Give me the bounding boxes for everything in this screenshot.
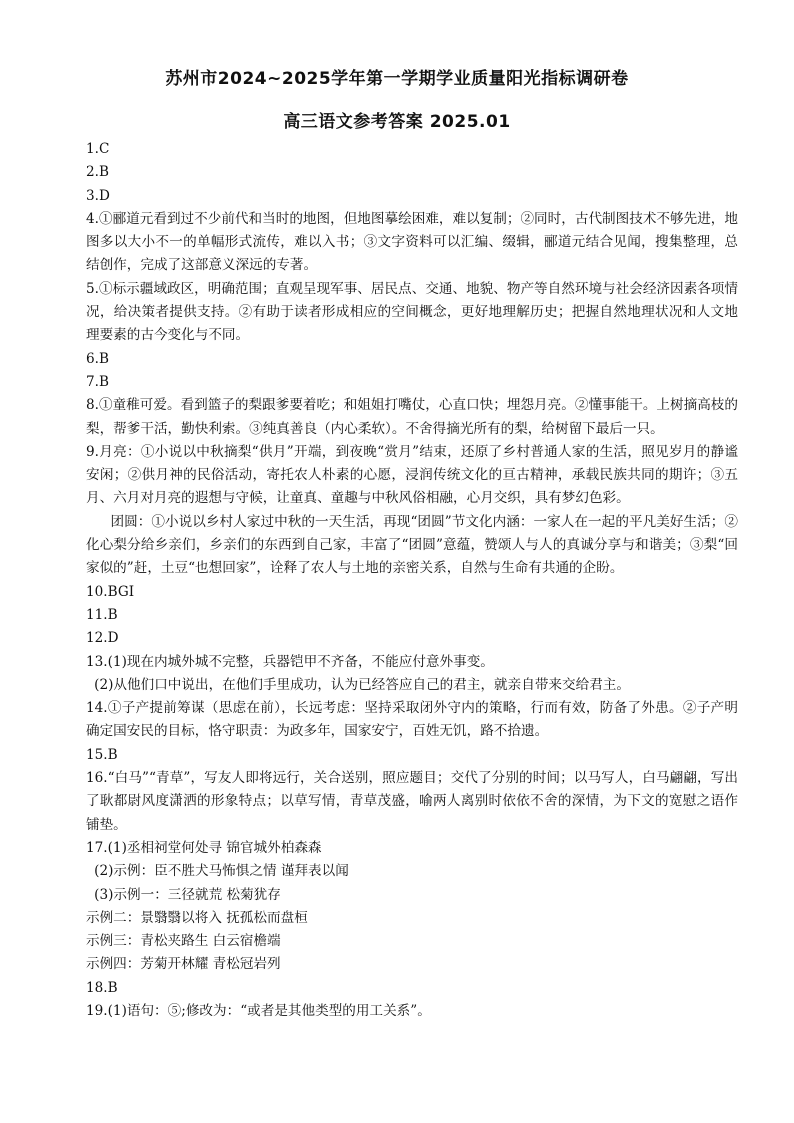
answer-9-moon: 9.月亮：①小说以中秋摘梨“供月”开端，到夜晚“赏月”结束，还原了乡村普通人家的生活，照见岁月的静谧安闲；②供月神的民俗活动，寄托农人朴素的心愿，浸润传统文化的亘古精神，承载民族共同的期许；③五月、六月对月亮的遐想与守候，让童真、童趣与中秋风俗相融，心月交织，具有梦幻色彩。 (86, 443, 738, 507)
answer-3: 3.D (86, 187, 110, 204)
answer-11: 11.B (86, 606, 118, 623)
answer-17-example-4: 示例四：芳菊开林耀 青松冠岩列 (86, 956, 281, 973)
answer-10: 10.BGI (86, 583, 135, 600)
document-subtitle: 高三语文参考答案 2025.01 (283, 112, 511, 132)
answer-12: 12.D (86, 630, 119, 647)
answer-17-example-3: 示例三：青松夹路生 白云宿檐端 (86, 933, 281, 950)
answer-17-1: 17.(1)丞相祠堂何处寻 锦官城外柏森森 (86, 839, 322, 856)
answer-17-example-2: 示例二：景翳翳以将入 抚孤松而盘桓 (86, 909, 308, 926)
answer-14: 14.①子产提前筹谋（思虑在前），长远考虑：坚持采取闭外守内的策略，行而有效，防备了外患。②子产明确定国安民的目标，恪守职责：为政多年，国家安宁，百姓无饥，路不拾遗。 (86, 700, 738, 740)
answer-8: 8.①童稚可爱。看到篮子的梨跟爹要着吃；和姐姐打嘴仗，心直口快；埋怨月亮。②懂事能干。上树摘高枝的梨，帮爹干活，勤快利索。③纯真善良（内心柔软）。不舍得摘光所有的梨，给树留下最后一只。 (86, 397, 738, 437)
answer-19: 19.(1)语句：⑤;修改为：“或者是其他类型的用工关系”。 (86, 1002, 431, 1019)
answer-18: 18.B (86, 979, 118, 996)
document-title: 苏州市2024~2025学年第一学期学业质量阳光指标调研卷 (165, 69, 629, 89)
answer-16: 16.“白马”“青草”，写友人即将远行，关合送别，照应题目；交代了分别的时间；以马写人，白马翩翩，写出了耿都尉风度潇洒的形象特点；以草写情，青草茂盛，喻两人离别时依依不舍的深情，为下文的宽慰之语作铺垫。 (86, 770, 738, 833)
answer-15: 15.B (86, 746, 118, 763)
answer-5: 5.①标示疆域政区，明确范围；直观呈现军事、居民点、交通、地貌、物产等自然环境与社会经济因素各项情况，给决策者提供支持。②有助于读者形成相应的空间概念，更好地理解历史；把握自然地理状况和人文地理要素的古今变化与不同。 (86, 280, 738, 344)
answer-7: 7.B (86, 373, 109, 390)
answer-13-2: (2)从他们口中说出，在他们手里成功，认为已经答应自己的君主，就亲自带来交给君主。 (94, 676, 630, 693)
answer-17-3: (3)示例一：三径就荒 松菊犹存 (94, 886, 281, 903)
answer-list (86, 138, 738, 1023)
answer-9-reunion: 团圆：①小说以乡村人家过中秋的一天生活，再现“团圆”节文化内涵：一家人在一起的平凡美好生活；②化心梨分给乡亲们，乡亲们的东西到自己家，丰富了“团圆”意蕴，赞颂人与人的真诚分享与和谐美；③梨“回家似的”赶，土豆“也想回家”，诠释了农人与土地的亲密关系，自然与生命有共通的企盼。 (86, 513, 738, 577)
answer-4: 4.①郦道元看到过不少前代和当时的地图，但地图摹绘困难，难以复制；②同时，古代制图技术不够先进，地图多以大小不一的单幅形式流传，难以入书；③文字资料可以汇编、缀辑，郦道元结合见闻，搜集整理，总结创作，完成了这部意义深远的专著。 (86, 210, 738, 274)
answer-17-2: (2)示例：臣不胜犬马怖惧之情 谨拜表以闻 (94, 863, 349, 880)
answer-1: 1.C (86, 141, 110, 157)
answer-13-1: 13.(1)现在内城外城不完整，兵器铠甲不齐备，不能应付意外事变。 (86, 653, 494, 670)
answer-6: 6.B (86, 350, 109, 367)
answer-2: 2.B (86, 164, 109, 181)
